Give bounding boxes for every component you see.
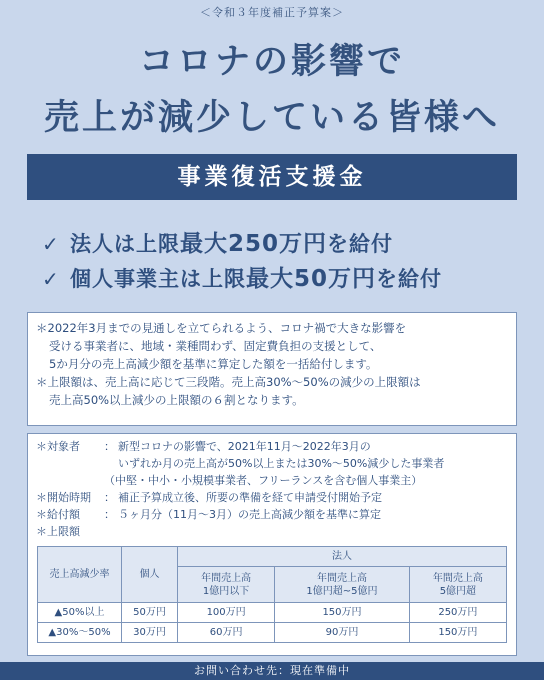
- notes-box: [27, 312, 517, 426]
- col-individual-header: 個人: [122, 547, 178, 603]
- start-row: [36, 489, 508, 506]
- target-key: ＊対象者: [36, 440, 80, 453]
- note-line: ＊2022年3月までの見通しを立てられるよう、コロナ禍で大きな影響を: [36, 321, 407, 335]
- corp-sub-header: [275, 567, 410, 603]
- program-title-banner: 事業復活支援金: [27, 154, 517, 200]
- rate-cell: ▲50%以上: [38, 603, 122, 623]
- corp-sub-header: [178, 567, 275, 603]
- headline-line-1: コロナの影響で: [138, 42, 405, 82]
- limit-table: [37, 546, 507, 643]
- corp-sub-line: 年間売上高: [316, 572, 367, 584]
- corp-cell: 150万円: [409, 623, 506, 643]
- corp-sub-line: 5億円超: [439, 585, 477, 597]
- individual-cell: 30万円: [122, 623, 178, 643]
- corp-sub-line: 年間売上高: [432, 572, 483, 584]
- spacer: [36, 472, 104, 489]
- amount-value: ５ヶ月分（11月～3月）の売上高減少額を基準に算定: [118, 508, 381, 521]
- benefit-sole-proprietor: [42, 260, 442, 293]
- target-row: [36, 438, 508, 455]
- headline-line-2: 売上が減少している皆様へ: [43, 98, 500, 138]
- corp-sub-line: 1億円超~5億円: [306, 585, 378, 597]
- benefit-amount: 最大250万円: [180, 231, 328, 257]
- check-icon: ✓: [42, 267, 60, 291]
- col-rate-header: 売上高減少率: [38, 547, 122, 603]
- corp-sub-line: 1億円以下: [202, 585, 250, 597]
- limit-key: ＊上限額: [36, 525, 80, 538]
- corp-sub-header: [409, 567, 506, 603]
- corp-cell: 100万円: [178, 603, 275, 623]
- corp-cell: 150万円: [275, 603, 410, 623]
- col-corp-header: 法人: [178, 547, 507, 567]
- note-line: 受ける事業者に、地域・業種問わず、固定費負担の支援として、: [49, 339, 382, 353]
- benefit-corporation: [42, 225, 393, 258]
- table-row: [38, 603, 507, 623]
- target-row-2: [36, 455, 508, 472]
- amount-key: ＊給付額: [36, 508, 80, 521]
- corp-cell: 250万円: [409, 603, 506, 623]
- check-icon: ✓: [42, 232, 60, 256]
- individual-cell: 50万円: [122, 603, 178, 623]
- spacer: [104, 455, 118, 472]
- corp-sub-line: 年間売上高: [201, 572, 252, 584]
- start-key: ＊開始時期: [36, 491, 91, 504]
- start-value: 補正予算成立後、所要の準備を経て申請受付開始予定: [118, 491, 382, 504]
- corp-cell: 60万円: [178, 623, 275, 643]
- spacer: [36, 455, 104, 472]
- colon: ：: [104, 491, 115, 504]
- benefit-text: 個人事業主は上限: [70, 267, 246, 291]
- corp-cell: 90万円: [275, 623, 410, 643]
- contact-footer: お問い合わせ先：現在準備中: [0, 662, 544, 680]
- rate-cell: ▲30%～50%: [38, 623, 122, 643]
- benefit-text: を給付: [327, 232, 394, 256]
- target-value: （中堅・中小・小規模事業者、フリーランスを含む個人事業主）: [104, 474, 423, 487]
- note-line: 5か月分の売上高減少額を基準に算定した額を一括給付します。: [49, 357, 378, 371]
- target-value: 新型コロナの影響で、2021年11月～2022年3月の: [118, 440, 371, 453]
- target-row-3: [36, 472, 508, 489]
- benefit-text: を給付: [376, 267, 443, 291]
- colon: ：: [104, 508, 115, 521]
- note-line: 売上高50%以上減少の上限額の６割となります。: [49, 393, 304, 407]
- note-line: ＊上限額は、売上高に応じて三段階。売上高30%～50%の減少の上限額は: [36, 375, 421, 389]
- limit-row: [36, 523, 508, 540]
- colon: ：: [104, 440, 115, 453]
- benefit-amount: 最大50万円: [246, 266, 377, 292]
- budget-label: ＜令和３年度補正予算案＞: [200, 6, 344, 19]
- target-value: いずれか月の売上高が50%以上または30%～50%減少した事業者: [118, 457, 445, 470]
- details-box: [27, 433, 517, 656]
- benefit-text: 法人は上限: [70, 232, 180, 256]
- table-row: [38, 623, 507, 643]
- amount-row: [36, 506, 508, 523]
